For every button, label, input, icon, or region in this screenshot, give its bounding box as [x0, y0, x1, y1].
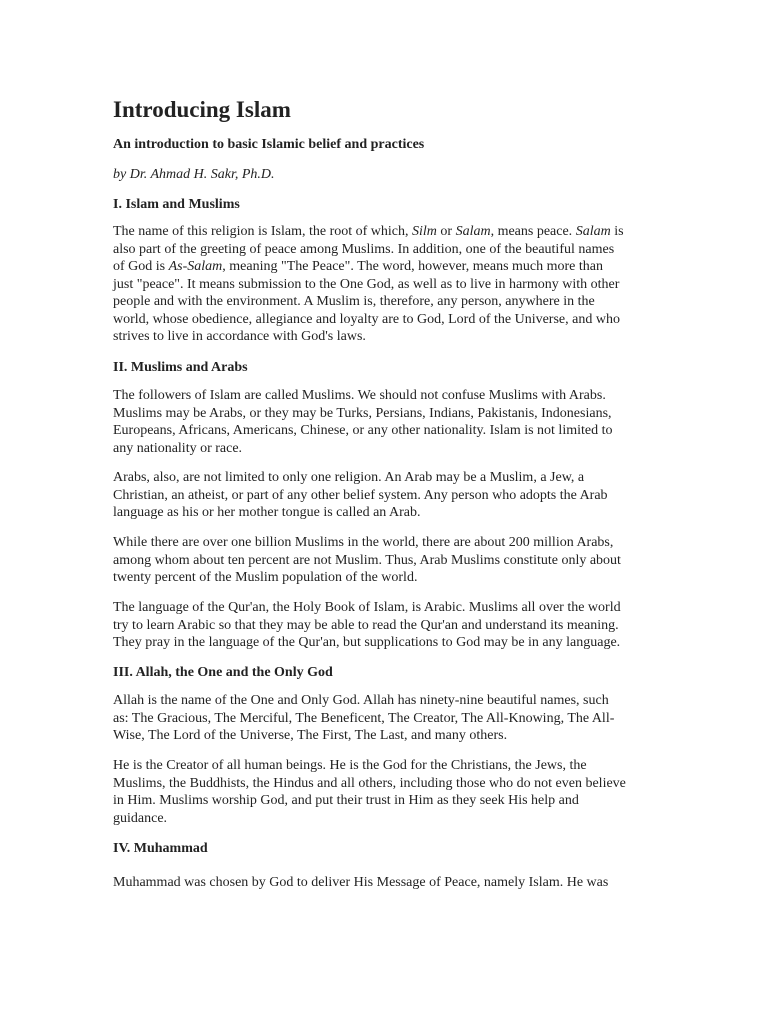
text-line: in Him. Muslims worship God, and put their trust in Him as they seek His help and: [113, 793, 579, 808]
paragraph: [113, 223, 656, 346]
paragraph: [113, 757, 656, 827]
text-line: people and with the environment. A Muslim is, therefore, any person, anywhere in the: [113, 294, 595, 309]
text-line: Christian, an atheist, or part of any other belief system. Any person who adopts the Arab: [113, 487, 608, 503]
text-line: guidance.: [113, 810, 168, 826]
text-line: just "peace". It means submission to the One God, as well as to live in harmony with other: [113, 276, 620, 292]
text-line: Arabs, also, are not limited to only one religion. An Arab may be a Muslim, a Jew, a: [113, 470, 585, 485]
text-line: twenty percent of the Muslim population of the world.: [113, 570, 418, 585]
paragraph: [113, 692, 656, 745]
paragraph: [113, 469, 656, 522]
text-line: also part of the greeting of peace among Muslims. In addition, one of the beautiful names: [113, 241, 615, 257]
text-line: Muslims, the Buddhists, the Hindus and all others, including those who do not even believe: [113, 775, 626, 791]
paragraph: [113, 387, 656, 457]
italic-term: Salam: [455, 224, 491, 239]
text-line: Wise, The Lord of the Universe, The First, The Last, and many others.: [113, 728, 508, 743]
text-line: language as his or her mother tongue is called an Arab.: [113, 505, 421, 520]
text-line: of God is As-Salam, meaning "The Peace". The word, however, means much more than: [113, 259, 604, 274]
text-line: The followers of Islam are called Muslims. We should not confuse Muslims with Arabs.: [113, 388, 606, 403]
paragraph: [113, 534, 656, 587]
italic-term: As-Salam: [168, 259, 223, 274]
text-line: any nationality or race.: [113, 440, 243, 456]
text-line: as: The Gracious, The Merciful, The Beneficent, The Creator, The All-Knowing, The All-: [113, 710, 615, 726]
text-line: Muslims may be Arabs, or they may be Turks, Persians, Indians, Pakistanis, Indonesians,: [113, 405, 612, 421]
italic-term: Salam: [575, 224, 611, 239]
text-line: strives to live in accordance with God's laws.: [113, 329, 366, 344]
italic-term: Silm: [412, 224, 437, 239]
text-line: Muhammad was chosen by God to deliver His Message of Peace, namely Islam. He was: [113, 875, 609, 890]
section-heading-muhammad: IV. Muhammad: [113, 841, 208, 856]
text-line: world, whose obedience, allegiance and loyalty are to God, Lord of the Universe, and who: [113, 311, 620, 327]
document-subtitle: An introduction to basic Islamic belief and practices: [113, 137, 425, 152]
section-heading-allah-the-one-god: III. Allah, the One and the Only God: [113, 665, 333, 680]
text-line: Europeans, Africans, Americans, Chinese, or any other nationality. Islam is not limited to: [113, 423, 613, 438]
text-line: He is the Creator of all human beings. He is the God for the Christians, the Jews, the: [113, 758, 587, 773]
section-heading-islam-and-muslims: I. Islam and Muslims: [113, 197, 240, 212]
text-line: They pray in the language of the Qur'an, but supplications to God may be in any language.: [113, 635, 621, 650]
section-heading-muslims-and-arabs: II. Muslims and Arabs: [113, 360, 248, 375]
text-line: Allah is the name of the One and Only God. Allah has ninety-nine beautiful names, such: [113, 693, 609, 708]
author-byline: by Dr. Ahmad H. Sakr, Ph.D.: [113, 167, 275, 182]
text-line: try to learn Arabic so that they may be able to read the Qur'an and understand its meaning.: [113, 617, 619, 633]
paragraph: [113, 599, 656, 652]
paragraph: [113, 874, 656, 892]
text-line: The name of this religion is Islam, the root of which, Silm or Salam, means peace. Salam is: [113, 224, 624, 239]
document-title: Introducing Islam: [113, 97, 291, 122]
text-line: The language of the Qur'an, the Holy Book of Islam, is Arabic. Muslims all over the world: [113, 600, 621, 615]
text-line: among whom about ten percent are not Muslim. Thus, Arab Muslims constitute only about: [113, 552, 621, 568]
text-line: While there are over one billion Muslims in the world, there are about 200 million Arabs,: [113, 535, 614, 550]
